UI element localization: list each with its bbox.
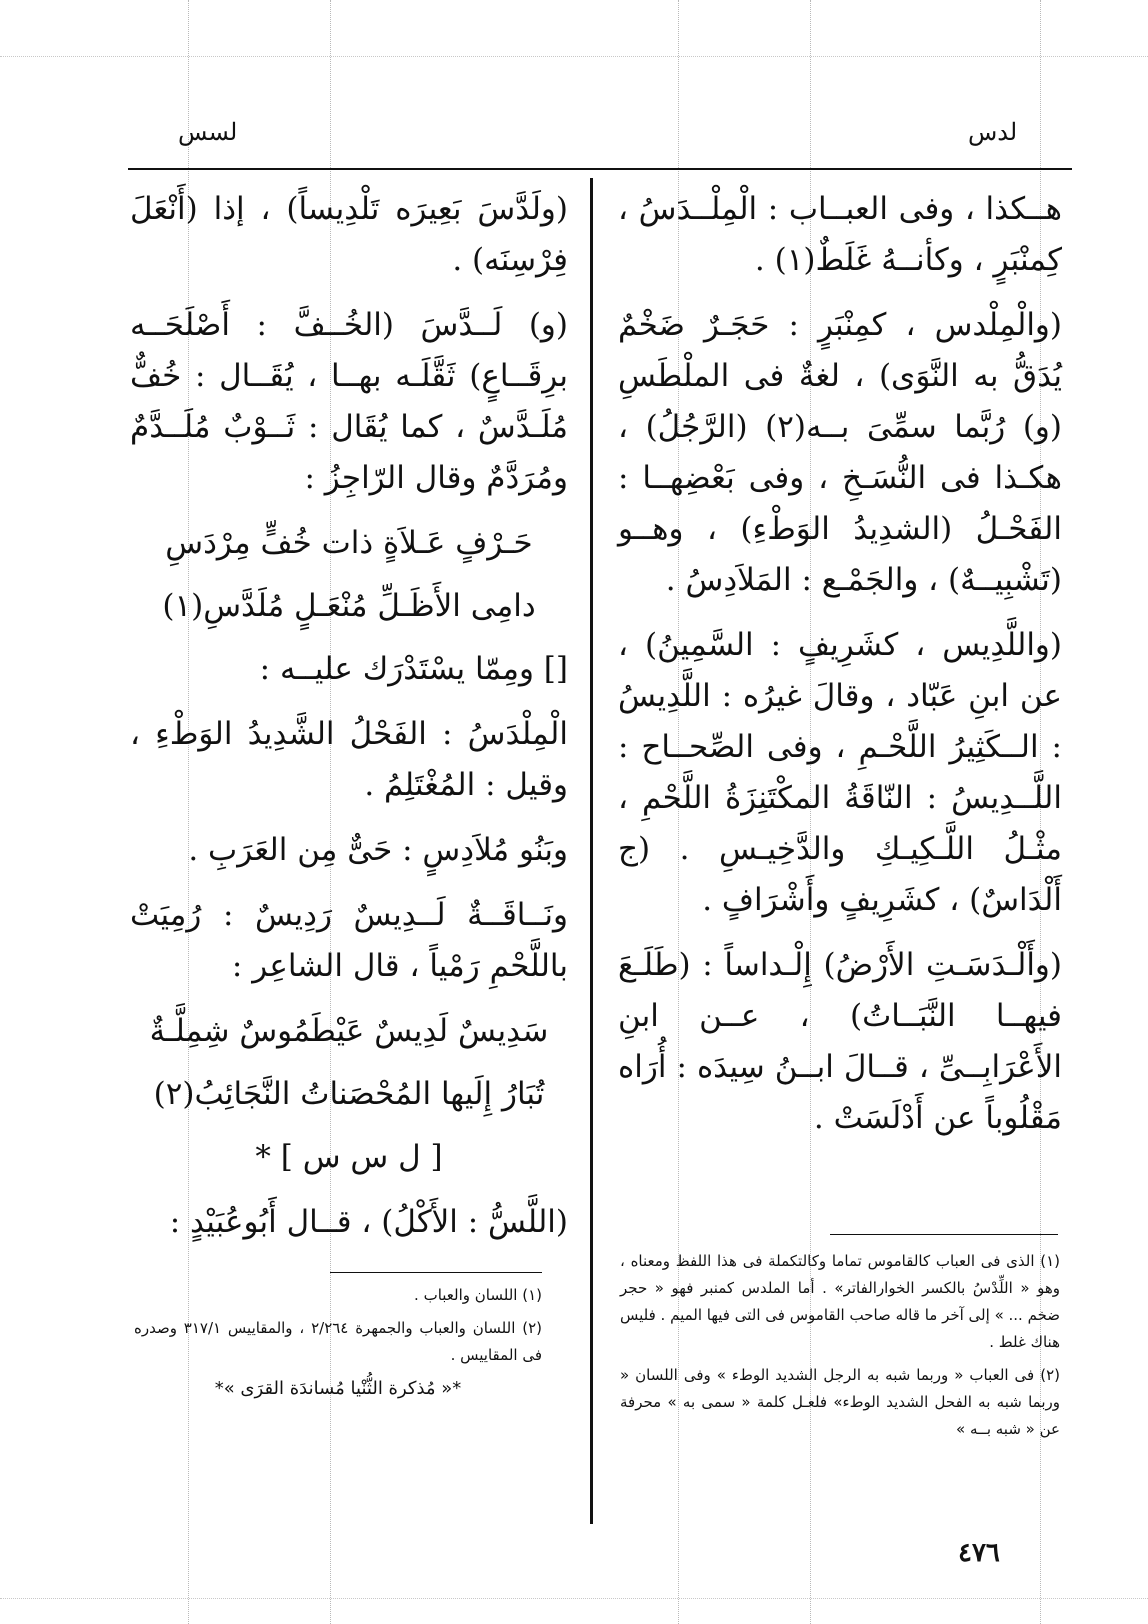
column-divider	[590, 178, 593, 1524]
verse-line: حَـرْفٍ عَـلاَةٍ ذات خُفٍّ مِرْدَسِ	[165, 525, 533, 561]
paragraph: هــكذا ، وفى العبــاب : الْمِلْــدَسُ ، كِمنْبَرٍ ، وكأنــهُ غَلَطٌ(١) .	[618, 191, 1062, 278]
scan-guide-line	[0, 1598, 1148, 1599]
paragraph: ونَــاقَــةٌ لَــدِيسٌ رَدِيسٌ : رُمِيَتْ باللَّحْمِ رَمْياً ، قال الشاعِر :	[130, 897, 568, 984]
paragraph: (ولَدَّسَ بَعِيرَه تَلْدِيساً) ، إذا (أَنْعَلَ فِرْسِنَه) .	[130, 191, 568, 278]
left-column	[130, 184, 568, 1262]
paragraph: (والْمِلْدس ، كمِنْبَرٍ : حَجَـرٌ ضَخْمٌ يُدَقُّ به النَّوَى) ، لغةٌ فى الملْطَسِ (و) رُبَّما سمِّىَ بــه(٢) (الرَّجُلُ) ، هكـذا فى النُّسَـخِ ، وفى بَعْضِهــا : الفَحْـلُ (الشدِيدُ الوَطْءِ) ، وهــو (تَشْبِيــهٌ) ، والجَمْـع : المَلاَدِسُ .	[618, 307, 1062, 598]
paragraph: الْمِلْدَسُ : الفَحْلُ الشَّدِيدُ الوَطْءِ ، وقيل : المُغْتَلِمُ .	[130, 716, 568, 803]
footnote: (٢) اللسان والعباب والجمهرة ٢/٢٦٤ ، والمقاييس ٣١٧/١ وصدره فى المقاييس .	[134, 1319, 542, 1364]
paragraph: (وأَلْـدَسَـتِ الأَرْضُ) إِلْـداساً : (طَلَـعَ فيهــا النَّبَــاتُ) ، عــن ابنِ الأَعْرَابِــىِّ ، قــالَ ابــنُ سِيدَه : أُرَاه مَقْلُوباً عن أَدْلَسَتْ .	[618, 947, 1062, 1136]
star-note: *« مُذكرة الثُّنْيا مُساندَة القرَى »*	[214, 1378, 462, 1399]
running-header-left: لسس	[178, 118, 238, 146]
footnote-rule	[830, 1234, 1058, 1235]
header-rule	[128, 168, 1072, 170]
right-column	[618, 184, 1062, 1158]
footnote-rule	[330, 1272, 542, 1273]
scan-guide-line	[0, 56, 1148, 57]
footnotes-left	[134, 1282, 542, 1408]
footnote: (٢) فى العباب « وربما شبه به الرجل الشديد الوطء » وفى اللسان « وربما شبه به الفحل الشديد الوطء» فلعـل كلمة « سمى به » محرفة عن « شبه بــه »	[620, 1366, 1060, 1438]
paragraph: (اللَّسُّ : الأَكْلُ) ، قــال أَبُوعُبَيْدٍ :	[169, 1204, 568, 1240]
entry-heading: [ ل س س ] *	[255, 1139, 443, 1175]
footnote: (١) الذى فى العباب كالقاموس تماما وكالتكملة فى هذا اللفظ ومعناه ، وهو « اللِّدْسُ بالكسر الخوارالفاتر» . أما الملدس كمنبر فهو « حجر ضخم ... » إلى آخر ما قاله صاحب القاموس فى التى فيها الميم . فليس هناك غلط .	[620, 1252, 1060, 1351]
verse-line: سَدِيسٌ لَدِيسٌ عَيْطَمُوسٌ شِمِلَّـةٌ	[149, 1013, 549, 1049]
paragraph: (واللَّدِيس ، كشَرِيفٍ : السَّمِينُ) ، عن ابنِ عَبّاد ، وقالَ غيرُه : اللَّدِيسُ : الــكَثِيرُ اللَّحْـمِ ، وفى الصِّحــاح : اللَّــدِيسُ : النّاقَةُ المكْتَنِزَةُ اللَّحْمِ ، مثْـلُ اللَّـكِيـكِ والدَّخِيـسِ . (ج أَلْدَاسٌ) ، كشَرِيفٍ وأَشْرَافٍ .	[618, 627, 1062, 918]
footnotes-right	[620, 1248, 1060, 1449]
verse-line: دامِى الأَظَـلِّ مُنْعَـلٍ مُلَدَّسِ(١)	[162, 588, 536, 624]
paragraph: وبَنُو مُلاَدِسٍ : حَىٌّ مِن العَرَبِ .	[188, 832, 568, 868]
paragraph: [] ومِمّا يسْتَدْرَك عليــه :	[259, 651, 568, 687]
paragraph: (و) لَــدَّسَ (الخُــفَّ : أَصْلَحَــه برِقَــاعٍ) ثَقَّلَـه بهــا ، يُقَــال : خُفٌّ مُلَـدَّسٌ ، كما يُقَال : ثَــوْبٌ مُلَــدَّمٌ ومُرَدَّمٌ وقال الرّاجِزُ :	[130, 307, 568, 496]
page-number: ٤٧٦	[958, 1538, 1000, 1568]
verse-line: تُبَارُ إِلَيها المُحْصَناتُ النَّجَائِبُ(٢)	[153, 1076, 545, 1112]
footnote: (١) اللسان والعباب .	[414, 1286, 542, 1304]
running-header-right: لدس	[968, 118, 1018, 146]
